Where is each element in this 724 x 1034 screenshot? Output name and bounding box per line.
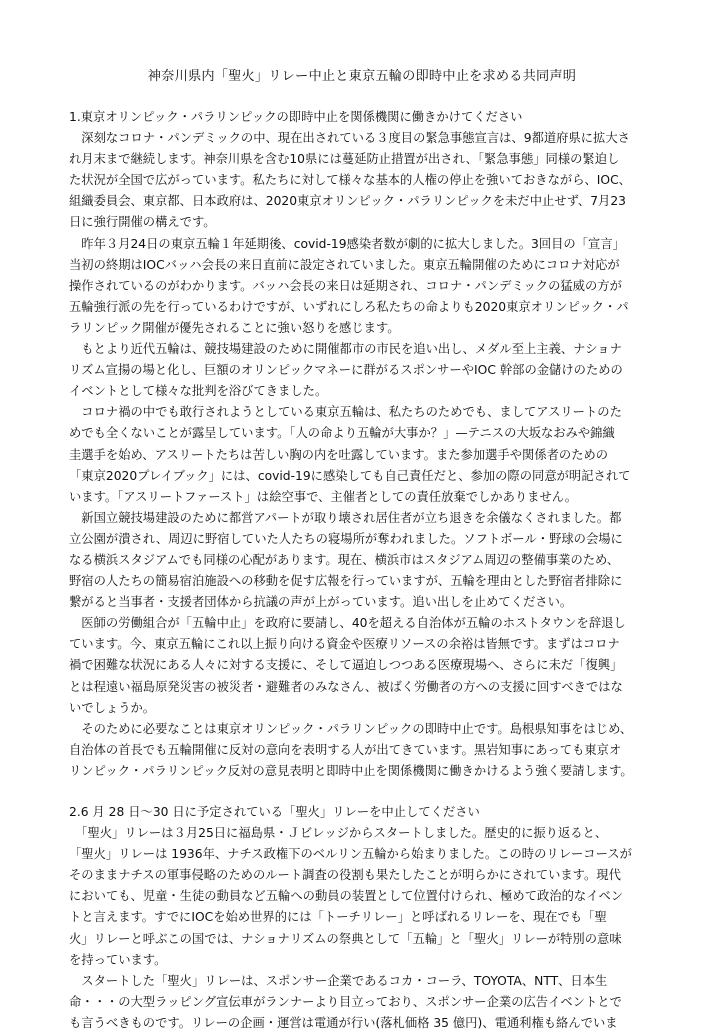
text-line: いでしょうか。	[69, 700, 156, 715]
text-line: 自治体の首長でも五輪開催に反対の意向を表明する人が出てきています。黒岩知事にあっても東京オ	[69, 742, 622, 757]
paragraph	[69, 234, 659, 339]
text-line: リズム宣揚の場と化し、巨額のオリンピックマネーに群がるスポンサーやIOC 幹部の金儲けのための	[69, 363, 623, 378]
paragraph	[69, 128, 659, 233]
text-line: れ月末まで継続します。神奈川県を含む10県には蔓延防止措置が出され、「緊急事態」同様の緊迫し	[69, 152, 620, 167]
document-title: 神奈川県内「聖火」リレー中止と東京五輪の即時中止を求める共同声明	[147, 69, 577, 84]
text-line: 医師の労働組合が「五輪中止」を政府に要請し、40を超える自治体が五輪のホストタウンを辞退し	[69, 616, 626, 631]
text-line: トと言えます。すでにIOCを始め世界的には「トーチリレー」と呼ばれるリレーを、現在でも「聖	[69, 910, 607, 925]
text-line: イベントとして様々な批判を浴びてきました。	[69, 384, 328, 399]
text-line: 組織委員会、東京都、日本政府は、2020東京オリンピック・パラリンピックを未だ中止せず、7月23	[69, 194, 626, 209]
text-line: そのままナチスの軍事侵略のためのルート調査の役割も果たしたことが明らかにされています。現代	[69, 868, 621, 883]
section-1	[69, 107, 659, 782]
text-line: 禍で困難な状況にある人々に対する支援に、そして逼迫しつつある医療現場へ、さらに未だ「復興」	[69, 658, 623, 673]
text-line: 繋がると当事者・支援者団体から抗議の声が上がっています。追い出しを止めてください。	[69, 595, 573, 610]
text-line: めでも全くないことが露呈しています。「人の命より五輪が大事か？」—テニスの大坂なおみや錦織	[69, 426, 615, 441]
text-line: そのために必要なことは東京オリンピック・パラリンピックの即時中止です。島根県知事をはじめ、	[69, 721, 633, 736]
section-heading: 2.6 月 28 日～30 日に予定されている「聖火」リレーを中止してください	[69, 805, 480, 819]
text-line: 当初の終期はIOCバッハ会長の来日直前に設定されていました。東京五輪開催のためにコロナ対応が	[69, 257, 620, 272]
text-line: ています。今、東京五輪にこれ以上振り向ける資金や医療リソースの余裕は皆無です。まずはコロナ	[69, 637, 620, 652]
paragraph	[69, 402, 659, 507]
text-line: 日に強行開催の構えです。	[69, 215, 216, 230]
paragraph	[69, 971, 659, 1034]
text-line: 「聖火」リレーは３月25日に福島県・Ｊビレッジからスタートしました。歴史的に振り返ると、	[69, 826, 608, 841]
paragraph	[69, 823, 659, 971]
text-line: なる横浜スタジアムでも同様の心配があります。現在、横浜市はスタジアム周辺の整備事業のため、	[69, 552, 620, 567]
text-line: 「聖火」リレーは 1936年、ナチス政権下のベルリン五輪から始まりました。この時のリレーコースが	[69, 847, 632, 862]
text-line: コロナ禍の中でも敢行されようとしている東京五輪は、私たちのためでも、ましてアスリートのた	[69, 405, 622, 420]
text-line: ラリンピック開催が優先されることに強い怒りを感じます。	[69, 320, 400, 335]
text-line: 深刻なコロナ・パンデミックの中、現在出されている３度目の緊急事態宣言は、9都道府県に拡大さ	[69, 131, 630, 146]
text-line: を持っています。	[69, 952, 167, 967]
section-heading: 1.東京オリンピック・パラリンピックの即時中止を関係機関に働きかけてください	[69, 110, 523, 124]
paragraph	[69, 613, 659, 718]
text-line: た状況が全国で広がっています。私たちに対して様々な基本的人権の停止を強いておきながら、IOC、	[69, 173, 631, 188]
text-line: も言うべきものです。リレーの企画・運営は電通が行い(落札価格 35 億円)、電通利権も絡んでいま	[69, 1015, 618, 1030]
text-line: 圭選手を始め、アスリートたちは苦しい胸の内を吐露しています。また参加選手や関係者のための	[69, 447, 609, 462]
section-spacer	[69, 782, 659, 802]
text-line: います。「アスリートファースト」は絵空事で、主催者としての責任放棄でしかありません。	[69, 489, 578, 504]
paragraph	[69, 339, 659, 402]
text-line: 野宿の人たちの簡易宿泊施設への移動を促す広報を行っていますが、五輪を理由とした野宿者排除に	[69, 574, 623, 589]
text-line: リンピック・パラリンピック反対の意見表明と即時中止を関係機関に働きかけるよう強く要請します。	[69, 763, 633, 778]
text-line: 立公園が潰され、周辺に野宿していた人たちの寝場所が奪われました。ソフトボール・野球の会場に	[69, 531, 623, 546]
section-2	[69, 802, 659, 1034]
paragraph	[69, 719, 659, 782]
text-line: においても、児童・生徒の動員など五輪への動員の装置として位置付けられ、極めて政治的なイベン	[69, 889, 624, 904]
text-line: 新国立競技場建設のために都営アパートが取り壊され居住者が立ち退きを余儀なくされました。都	[69, 510, 622, 525]
text-line: 火」リレーと呼ぶこの国では、ナショナリズムの祭典として「五輪」と「聖火」リレーが特別の意味	[69, 931, 622, 946]
text-line: もとより近代五輪は、競技場建設のために開催都市の市民を追い出し、メダル至上主義、ナショナ	[69, 342, 622, 357]
text-line: 五輪強行派の先を行っているわけですが、いずれにしろ私たちの命よりも2020東京オリンピック・パ	[69, 299, 629, 314]
document-body	[69, 107, 659, 1034]
text-line: 命・・・の大型ラッピング宣伝車がランナーより目立っており、スポンサー企業の広告イベントとで	[69, 994, 622, 1009]
paragraph	[69, 508, 659, 613]
text-line: 操作されているのがわかります。バッハ会長の来日は延期され、コロナ・パンデミックの猛威の方が	[69, 278, 622, 293]
text-line: 昨年３月24日の東京五輪１年延期後、covid-19感染者数が劇的に拡大しました。3回目の「宣言」	[69, 236, 625, 251]
text-line: とは程遠い福島原発災害の被災者・避難者のみなさん、被ばく労働者の方への支援に回すべきではな	[69, 679, 623, 694]
text-line: 「東京2020プレイブック」には、covid-19に感染しても自己責任だと、参加の際の同意が明記されて	[69, 468, 631, 483]
text-line: スタートした「聖火」リレーは、スポンサー企業であるコカ・コーラ、TOYOTA、NTT、日本生	[69, 973, 608, 988]
